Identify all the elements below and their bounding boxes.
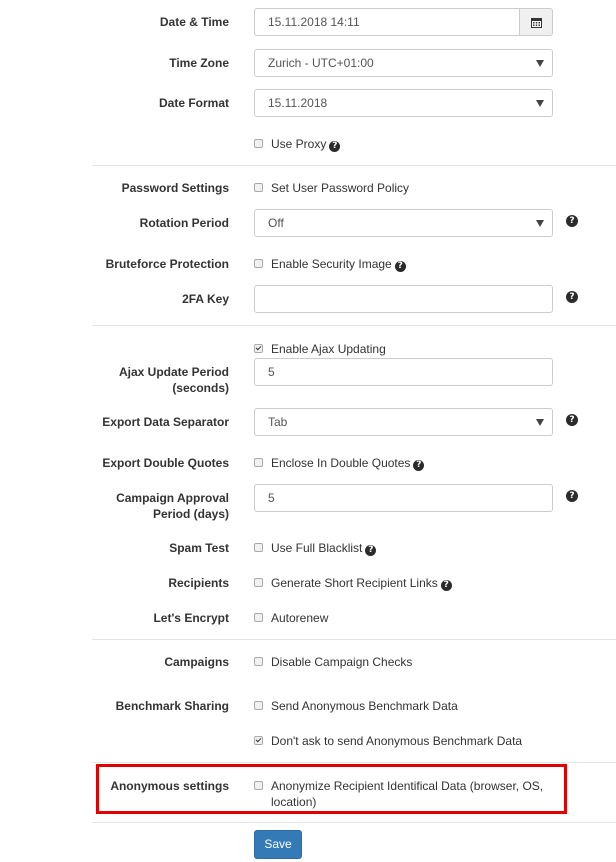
full-blacklist-text [271, 540, 376, 556]
export-quotes-option: Enclose In Double Quotes [271, 456, 411, 470]
use-proxy-label: Use Proxy [271, 137, 327, 151]
export-quotes-text [271, 455, 424, 471]
short-links-text [271, 575, 452, 591]
question-circle-icon[interactable]: ? [329, 141, 340, 152]
recipients-label: Recipients [168, 576, 229, 590]
date-time-input[interactable] [254, 8, 520, 36]
ajax-period-input[interactable] [254, 358, 553, 386]
question-circle-icon[interactable]: ? [566, 215, 578, 227]
time-zone-label: Time Zone [169, 56, 229, 70]
caret-down-icon [536, 60, 544, 67]
ajax-period-label [119, 364, 229, 396]
time-zone-select[interactable] [254, 49, 553, 77]
highlight-box [96, 764, 567, 814]
bruteforce-label: Bruteforce Protection [105, 257, 229, 271]
security-image-text [271, 256, 406, 272]
save-button[interactable]: Save [254, 830, 302, 859]
export-quotes-checkbox[interactable] [254, 458, 263, 467]
benchmark-dont-ask-checkbox[interactable] [254, 736, 263, 745]
short-links-checkbox[interactable] [254, 578, 263, 587]
section-divider [92, 325, 616, 326]
question-circle-icon[interactable]: ? [395, 261, 406, 272]
autorenew-text: Autorenew [271, 611, 329, 625]
full-blacklist-checkbox[interactable] [254, 543, 263, 552]
use-proxy-text [271, 136, 340, 152]
campaigns-label: Campaigns [164, 655, 229, 669]
time-zone-value: Zurich - UTC+01:00 [268, 56, 374, 70]
ajax-period-label-line2: (seconds) [172, 381, 229, 395]
question-circle-icon[interactable]: ? [365, 545, 376, 556]
caret-down-icon [536, 419, 544, 426]
date-time-value: 15.11.2018 14:11 [268, 15, 360, 29]
question-circle-icon[interactable]: ? [413, 460, 424, 471]
benchmark-checkbox[interactable] [254, 701, 263, 710]
campaign-approval-value: 5 [268, 491, 275, 505]
anonymous-settings-label: Anonymous settings [110, 779, 229, 793]
campaign-checks-text: Disable Campaign Checks [271, 655, 413, 669]
security-image-checkbox[interactable] [254, 259, 263, 268]
campaign-approval-label [116, 490, 229, 522]
question-circle-icon[interactable]: ? [566, 291, 578, 303]
campaign-approval-input[interactable] [254, 484, 553, 512]
export-separator-label: Export Data Separator [102, 415, 229, 429]
calendar-button[interactable] [519, 8, 553, 36]
caret-down-icon [536, 220, 544, 227]
benchmark-text: Send Anonymous Benchmark Data [271, 699, 458, 713]
section-divider [92, 762, 616, 763]
spam-test-label: Spam Test [169, 541, 229, 555]
section-divider [92, 165, 616, 166]
twofa-key-input[interactable] [254, 285, 553, 313]
rotation-period-label: Rotation Period [139, 216, 229, 230]
ajax-updating-text: Enable Ajax Updating [271, 342, 386, 356]
section-divider [92, 822, 616, 823]
date-format-label: Date Format [158, 96, 229, 110]
short-links-option: Generate Short Recipient Links [271, 576, 438, 590]
benchmark-label: Benchmark Sharing [115, 699, 229, 713]
ajax-period-label-line1: Ajax Update Period [118, 365, 229, 379]
lets-encrypt-label: Let's Encrypt [153, 611, 229, 625]
question-circle-icon[interactable]: ? [566, 414, 578, 426]
password-policy-text: Set User Password Policy [271, 181, 410, 195]
rotation-period-value: Off [268, 216, 284, 230]
campaign-checks-checkbox[interactable] [254, 657, 263, 666]
security-image-label: Enable Security Image [271, 257, 392, 271]
export-quotes-label: Export Double Quotes [102, 456, 229, 470]
question-circle-icon[interactable]: ? [441, 580, 452, 591]
ajax-period-value: 5 [268, 365, 275, 379]
autorenew-checkbox[interactable] [254, 613, 263, 622]
calendar-icon [531, 17, 542, 28]
password-policy-checkbox[interactable] [254, 183, 263, 192]
section-divider [92, 639, 616, 640]
rotation-period-select[interactable] [254, 209, 553, 237]
date-format-value: 15.11.2018 [268, 96, 328, 110]
anonymize-text-line2: location) [271, 795, 317, 809]
question-circle-icon[interactable]: ? [566, 490, 578, 502]
date-format-select[interactable] [254, 89, 553, 117]
campaign-approval-label-line1: Campaign Approval [116, 491, 229, 505]
export-separator-select[interactable] [254, 408, 553, 436]
export-separator-value: Tab [268, 415, 288, 429]
full-blacklist-option: Use Full Blacklist [271, 541, 363, 555]
benchmark-dont-ask-text: Don't ask to send Anonymous Benchmark Data [271, 734, 523, 748]
password-settings-label: Password Settings [121, 181, 229, 195]
twofa-key-label: 2FA Key [182, 292, 229, 306]
date-time-label: Date & Time [159, 15, 229, 29]
use-proxy-checkbox[interactable] [254, 139, 263, 148]
campaign-approval-label-line2: Period (days) [152, 507, 229, 521]
anonymize-text-line1: Anonymize Recipient Identifical Data (browser, OS, [271, 779, 544, 793]
ajax-updating-checkbox[interactable] [254, 344, 263, 353]
caret-down-icon [536, 100, 544, 107]
